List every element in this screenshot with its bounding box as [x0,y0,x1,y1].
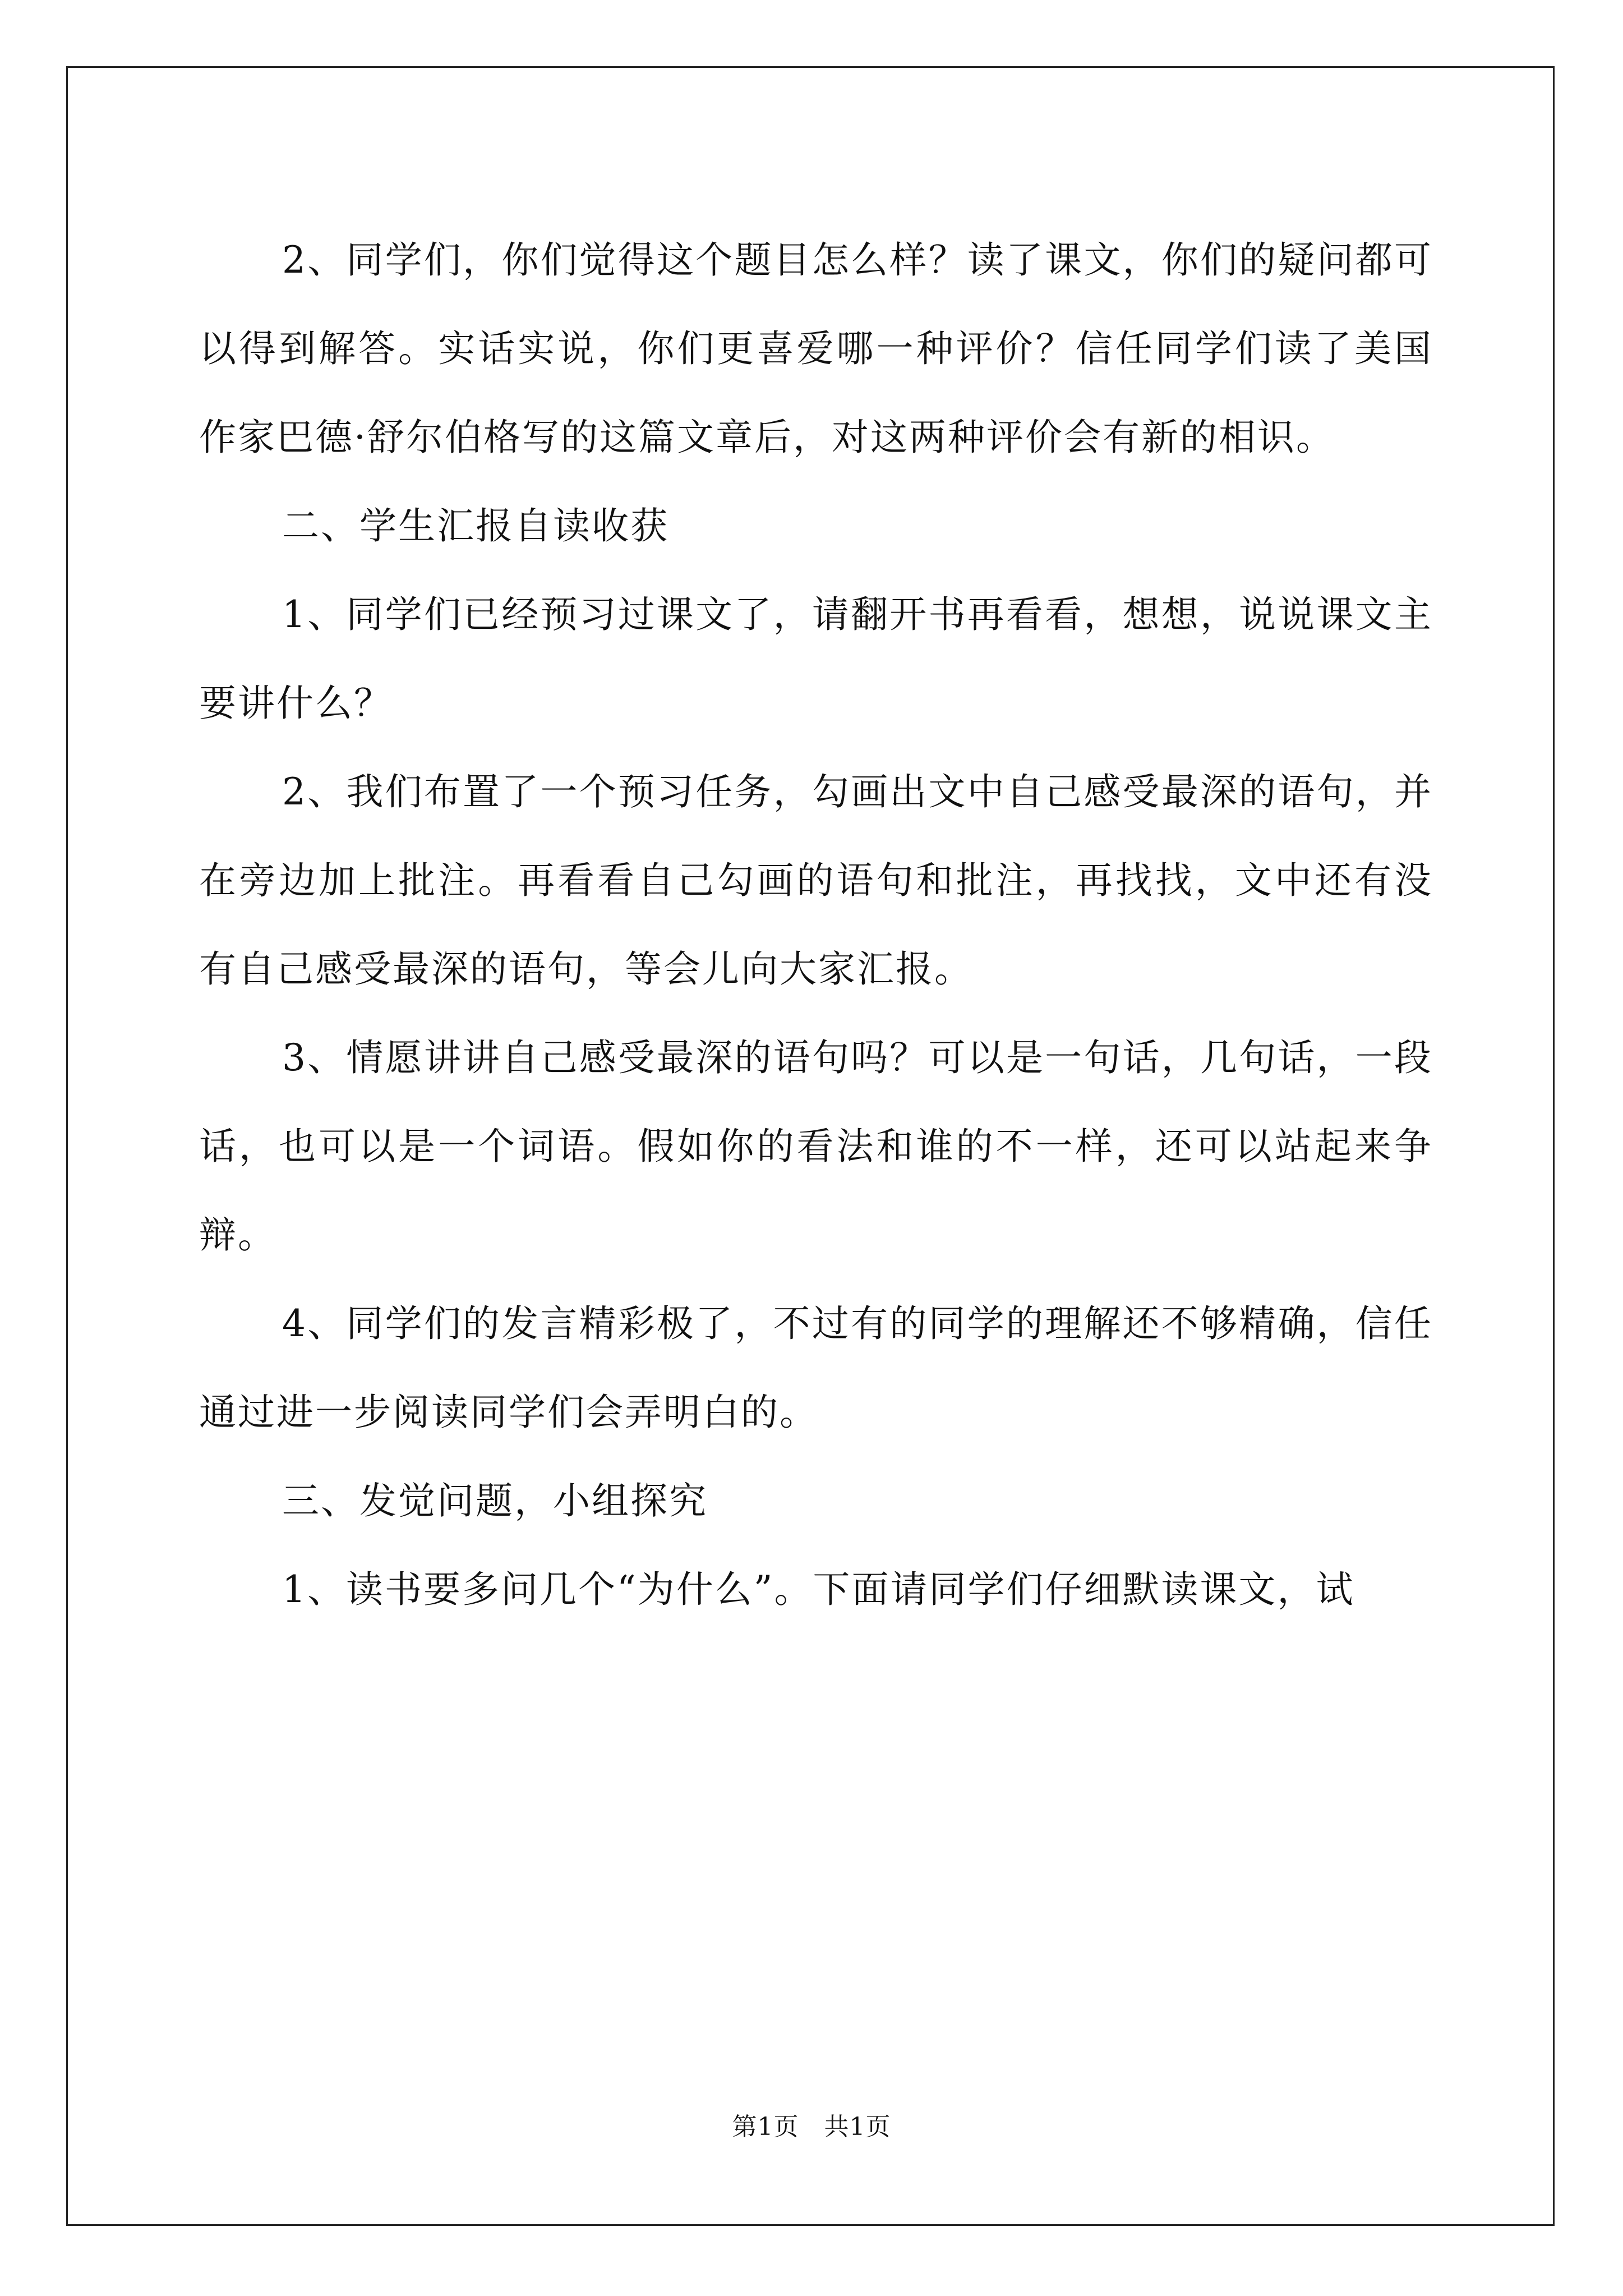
paragraph: 3、情愿讲讲自己感受最深的语句吗？可以是一句话，几句话，一段话，也可以是一个词语。假如你的看法和谁的不一样，还可以站起来争辩。 [199,1036,1433,1257]
paragraph: 2、同学们，你们觉得这个题目怎么样？读了课文，你们的疑问都可以得到解答。实话实说，你们更喜爱哪一种评价？信任同学们读了美国作家巴德·舒尔伯格写的这篇文章后，对这两种评价会有新的相识。 [199,238,1433,459]
section-heading: 三、发觉问题，小组探究 [282,1479,708,1522]
document-body [199,216,1433,1634]
paragraph: 4、同学们的发言精彩极了，不过有的同学的理解还不够精确，信任通过进一步阅读同学们会弄明白的。 [199,1302,1433,1434]
section-heading: 二、学生汇报自读收获 [282,504,669,547]
paragraph: 1、同学们已经预习过课文了，请翻开书再看看，想想，说说课文主要讲什么？ [199,593,1433,725]
paragraph: 1、读书要多问几个“为什么”。下面请同学们仔细默读课文，试 [282,1568,1355,1611]
page-number-footer: 第1页 共1页 [732,2113,891,2141]
paragraph: 2、我们布置了一个预习任务，勾画出文中自己感受最深的语句，并在旁边加上批注。再看看自己勾画的语句和批注，再找找，文中还有没有自己感受最深的语句，等会儿向大家汇报。 [199,770,1433,991]
